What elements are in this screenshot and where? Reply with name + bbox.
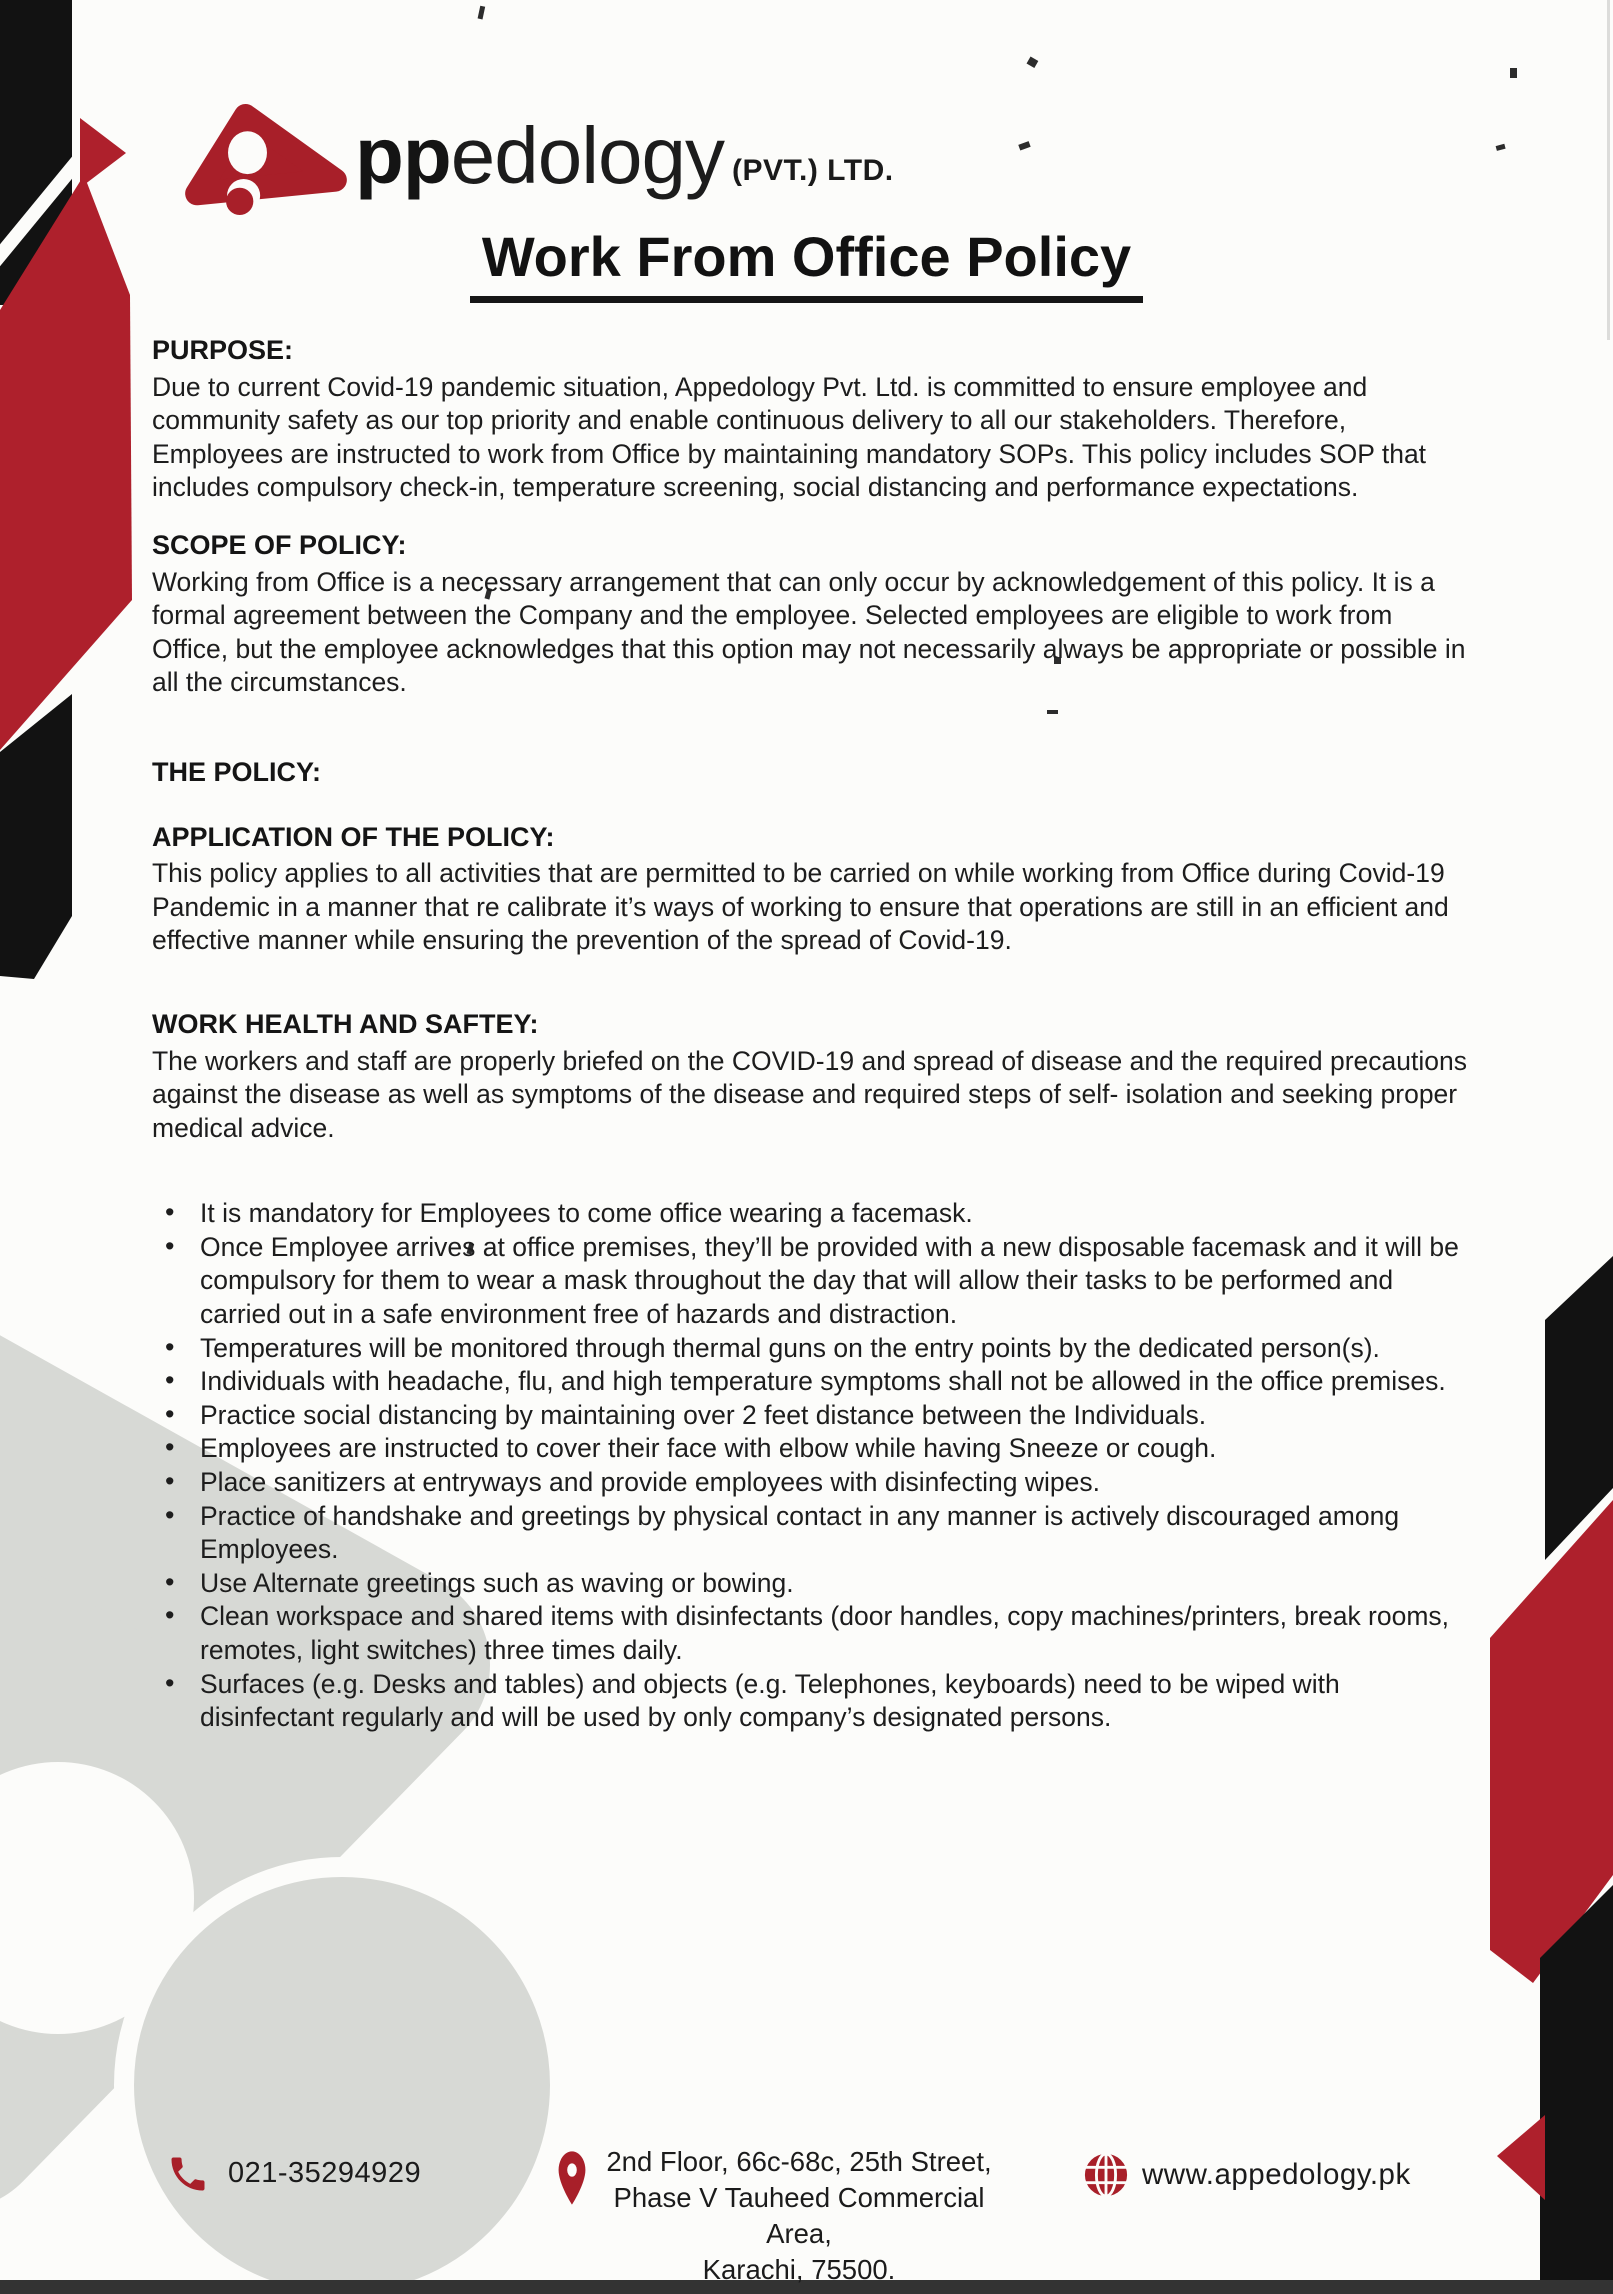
bullet-dot: • xyxy=(165,1432,175,1463)
list-item xyxy=(152,1466,1474,1500)
list-item-text: Practice social distancing by maintaining over 2 feet distance between the Individuals. xyxy=(200,1399,1207,1430)
page-title: Work From Office Policy xyxy=(470,224,1143,303)
list-item xyxy=(152,1567,1474,1601)
list-item-text: Use Alternate greetings such as waving or bowing. xyxy=(200,1567,794,1598)
section-work-health xyxy=(152,1008,1474,1145)
section-purpose xyxy=(152,334,1474,505)
document-body xyxy=(152,334,1474,1735)
bullet-dot: • xyxy=(165,1499,175,1530)
list-item xyxy=(152,1668,1474,1735)
list-item-text: Surfaces (e.g. Desks and tables) and objects (e.g. Telephones, keyboards) need to be wiped with disinfectant regularly and will be used by only company’s designated persons. xyxy=(200,1668,1340,1733)
bullet-dot: • xyxy=(165,1230,175,1261)
footer-website: www.appedology.pk xyxy=(1142,2158,1411,2191)
address-line: Karachi, 75500. xyxy=(702,2254,896,2285)
list-item-text: Place sanitizers at entryways and provide employees with disinfecting wipes. xyxy=(200,1467,1100,1498)
bullet-dot: • xyxy=(165,1331,175,1362)
section-heading: THE POLICY: xyxy=(152,756,322,787)
bullet-dot: • xyxy=(165,1667,175,1698)
list-item-text: Practice of handshake and greetings by physical contact in any manner is actively discouraged among Employees. xyxy=(200,1500,1400,1565)
list-item-text: Employees are instructed to cover their face with elbow while having Sneeze or cough. xyxy=(200,1433,1217,1464)
list-item xyxy=(152,1399,1474,1433)
list-item xyxy=(152,1500,1474,1567)
list-item-text: It is mandatory for Employees to come office wearing a facemask. xyxy=(200,1198,973,1229)
decoration-right-side xyxy=(1490,0,1613,2294)
policy-bullet-list xyxy=(152,1197,1474,1735)
brand-name xyxy=(355,104,724,208)
brand-suffix: (PVT.) LTD. xyxy=(731,154,894,187)
section-heading: SCOPE OF POLICY: xyxy=(152,529,407,560)
list-item xyxy=(152,1197,1474,1231)
section-the-policy xyxy=(152,756,1474,790)
section-paragraph: The workers and staff are properly briefed on the COVID-19 and spread of disease and the required precautions against the disease as well as symptoms of the disease and required steps of self- isolation and seeking proper medical advice. xyxy=(152,1045,1467,1143)
section-heading: APPLICATION OF THE POLICY: xyxy=(152,821,555,852)
phone-icon xyxy=(166,2152,210,2196)
appedology-a-icon xyxy=(181,104,351,216)
bullet-dot: • xyxy=(165,1566,175,1597)
bullet-dot: • xyxy=(165,1600,175,1631)
list-item xyxy=(152,1332,1474,1366)
brand-name-light: edology xyxy=(450,111,724,200)
list-item xyxy=(152,1432,1474,1466)
brand-name-bold: pp xyxy=(355,111,451,200)
bullet-dot: • xyxy=(165,1398,175,1429)
section-heading: PURPOSE: xyxy=(152,335,294,365)
footer-address xyxy=(606,2144,992,2288)
bullet-dot: • xyxy=(165,1365,175,1396)
list-item-text: Once Employee arrives at office premises, they’ll be provided with a new disposable facemask and it will be compulsory for them to wear a mask throughout the day that will allow their tasks to be performed and carried out in a safe environment free of hazards and distraction. xyxy=(200,1231,1459,1330)
address-line: 2nd Floor, 66c-68c, 25th Street, xyxy=(606,2146,992,2177)
address-line: Phase V Tauheed Commercial Area, xyxy=(613,2182,985,2249)
bullet-dot: • xyxy=(165,1466,175,1497)
section-application xyxy=(152,821,1474,958)
section-paragraph: This policy applies to all activities that are permitted to be carried on while working from Office during Covid-19 Pandemic in a manner that re calibrate it’s ways of working to ensure that operations are still in an efficient and effective manner while ensuring the prevention of the spread of Covid-19. xyxy=(152,858,1449,956)
section-heading: WORK HEALTH AND SAFTEY: xyxy=(152,1008,539,1039)
logo xyxy=(181,104,894,216)
section-paragraph: Due to current Covid-19 pandemic situation, Appedology Pvt. Ltd. is committed to ensure employee and community safety as our top priority and enable continuous delivery to all our stakeholders. Therefore, Employees are instructed to work from Office by maintaining mandatory SOPs. This policy includes SOP that includes compulsory check-in, temperature screening, social distancing and performance expectations. xyxy=(152,371,1427,503)
footer-phone-number: 021-35294929 xyxy=(228,2157,422,2189)
location-pin-icon xyxy=(549,2146,595,2210)
list-item xyxy=(152,1231,1474,1332)
bullet-dot: • xyxy=(165,1197,175,1228)
list-item-text: Individuals with headache, flu, and high temperature symptoms shall not be allowed in the office premises. xyxy=(200,1366,1446,1397)
list-item xyxy=(152,1600,1474,1667)
section-paragraph: Working from Office is a necessary arrangement that can only occur by acknowledgement of this policy. It is a formal agreement between the Company and the employee. Selected employees are eligible to work from Office, but the employee acknowledges that this option may not necessarily always be appropriate or possible in all the circumstances. xyxy=(152,566,1466,698)
list-item-text: Temperatures will be monitored through thermal guns on the entry points by the dedicated person(s). xyxy=(200,1332,1380,1363)
section-scope xyxy=(152,529,1474,700)
globe-icon xyxy=(1083,2152,1129,2198)
list-item xyxy=(152,1365,1474,1399)
title-row xyxy=(0,224,1613,303)
corner-decoration-top-left xyxy=(0,0,132,979)
list-item-text: Clean workspace and shared items with disinfectants (door handles, copy machines/printers, break rooms, remotes, light switches) three times daily. xyxy=(200,1601,1450,1665)
